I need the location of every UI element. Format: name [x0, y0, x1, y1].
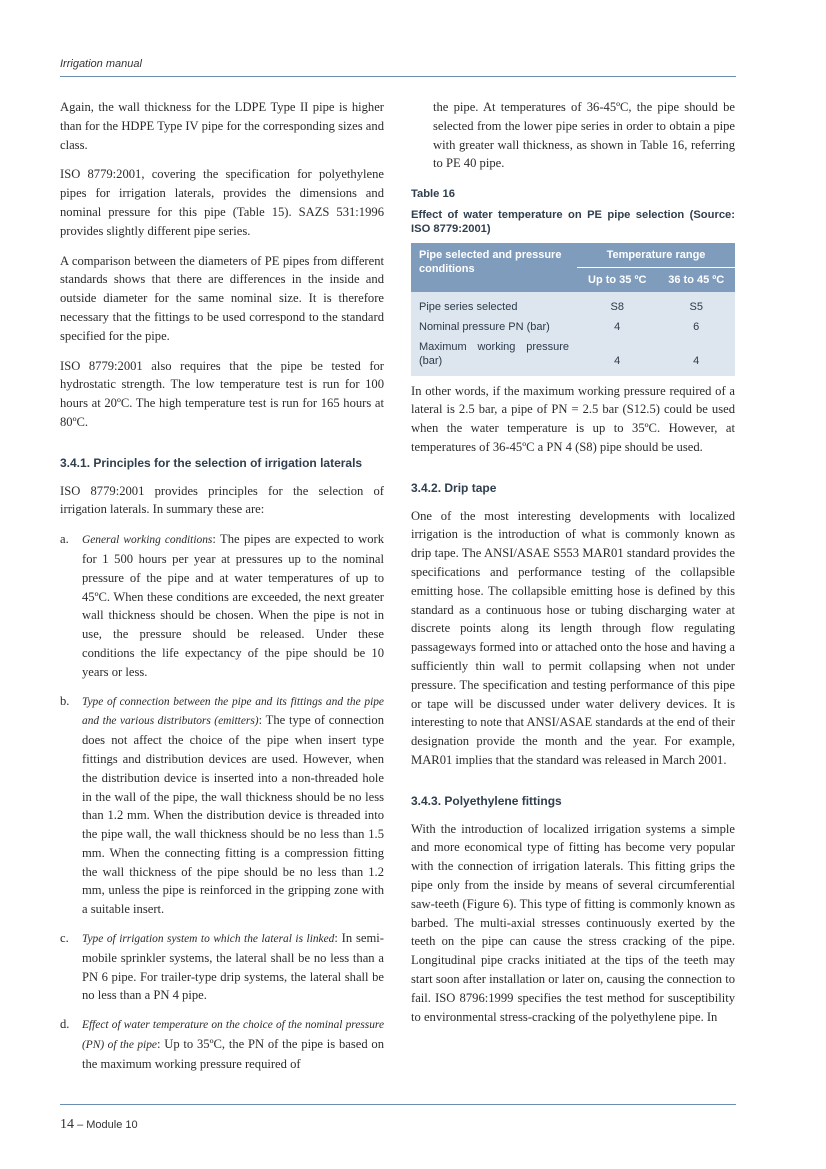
table-header-up-to-35: Up to 35 ºC [577, 267, 657, 292]
list-item-text: : The type of connection does not affect the choice of the pipe when insert type fittings and distribution devices are used. However, when the distribution device is inserted into a non-threaded hole in the wall of the pipe, the wall thickness should be no less than 1.2 mm. When the distribution device is threaded into the pipe wall, the wall thickness should be no less than 1.5 mm. When the connecting fitting is a compression fitting the wall thickness of the pipe should be no less than 1.2 mm, unless the pipe is reinforced in the gripping zone with a suitable insert. [82, 713, 384, 917]
list-marker: a. [60, 532, 69, 547]
left-column [60, 98, 384, 1084]
table-cell: 6 [693, 320, 700, 333]
paragraph: In other words, if the maximum working pressure required of a lateral is 2.5 bar, a pipe of PN = 2.5 bar (S12.5) could be used when the water temperature is up to 35ºC. However, at temperatures of 36-45ºC a PN 4 (S8) pipe should be used. [411, 383, 735, 455]
list-item-continuation: the pipe. At temperatures of 36-45ºC, the pipe should be selected from the lower pipe series in order to obtain a pipe with greater wall thickness, as shown in Table 16, referring to PE 40 pipe. [433, 100, 735, 171]
section-heading-3-4-2: 3.4.2. Drip tape [411, 480, 497, 495]
list-item [60, 530, 384, 681]
list-item-title: General working conditions [82, 534, 213, 547]
table-label: Table 16 [411, 188, 455, 201]
list-item-title: Type of irrigation system to which the lateral is linked [82, 933, 335, 946]
table-cell: 4 [614, 320, 621, 333]
list-item-text: : In semi-mobile sprinkler systems, the lateral shall be no less than a PN 6 pipe. For trailer-type drip systems, the lateral shall be no less than a PN 4 pipe. [82, 931, 384, 1003]
list-item-text: : The pipes are expected to work for 1 500 hours per year at pressures up to the nominal pressure of the pipe and at water temperatures of up to 45ºC. When these conditions are exceeded, the next greater wall thickness should be chosen. When the pipe is not in use, the pressure should be released. Under these conditions the life expectancy of the pipe should be 10 years or less. [82, 532, 385, 679]
table-caption: Effect of water temperature on PE pipe selection (Source: ISO 8779:2001) [411, 208, 735, 236]
table-cell-label: Maximum working pressure (bar) [419, 340, 569, 367]
running-header: Irrigation manual [60, 58, 142, 70]
list-item-title: Type of connection between the pipe and its fittings and the pipe and the various distributors (emitters) [82, 695, 384, 728]
list-item [60, 929, 384, 1005]
footer-rule [60, 1104, 736, 1105]
table-cell: S8 [610, 300, 624, 313]
table-row [411, 317, 735, 337]
table-cell: 4 [693, 354, 700, 367]
table-header-36-to-45: 36 to 45 ºC [657, 267, 735, 292]
page-footer [60, 1117, 138, 1133]
header-rule [60, 76, 736, 77]
pipe-selection-table [411, 243, 735, 376]
table-cell-label: Pipe series selected [419, 300, 518, 313]
paragraph: ISO 8779:2001 provides principles for the selection of irrigation laterals. In summary these are: [60, 483, 384, 517]
list-item [60, 692, 384, 920]
list-item-text: : Up to 35ºC, the PN of the pipe is based on the maximum working pressure required of [82, 1037, 384, 1071]
table-cell-label: Nominal pressure PN (bar) [419, 320, 550, 333]
table-header-temperature-range: Temperature range [577, 243, 735, 268]
paragraph: With the introduction of localized irrigation systems a simple and more economical type of fitting has become very popular with the connection of irrigation laterals. This fitting grips the pipe only from the inside by means of several circumferential saw-teeth (Figure 6). This type of fitting is commonly known as barbed. The multi-axial stresses continuously exerted by the teeth on the pipe can cause the stress cracking of the pipe. Longitudinal pipe cracks initiated at the tips of the teeth may start soon after installation or later on, causing the connection to fail. ISO 8796:1999 specifies the test method for susceptibility to environmental stress-cracking of the polyethylene pipe. In [411, 821, 735, 1024]
table-row [411, 337, 735, 376]
table-cell: S5 [689, 300, 703, 313]
right-column [411, 98, 735, 1037]
table-row [411, 292, 735, 317]
footer-separator: – [77, 1119, 84, 1131]
list-marker: c. [60, 931, 69, 946]
paragraph: One of the most interesting developments with localized irrigation is the introduction of what is commonly known as drip tape. The ANSI/ASAE S553 MAR01 standard provides the specifications and performance testing of the collapsible emitting hose. The collapsible emitting hose is defined by this standard as a continuous hose or tubing discharging water at discrete points along its length through flow regulating passageways formed into or attached onto the hose and having a sufficiently thin wall to permit collapsing when not under pressure. The specification and testing performance of this pipe or tape will be discussed under water delivery devices. It is interesting to note that ANSI/ASAE standards at the end of their designation provide the month and the year. For example, MAR01 implies that the standard was released in March 2001. [411, 508, 735, 768]
section-heading-3-4-3: 3.4.3. Polyethylene fittings [411, 793, 562, 808]
table-cell: 4 [614, 354, 621, 367]
section-heading-3-4-1: 3.4.1. Principles for the selection of irrigation laterals [60, 455, 363, 470]
module-label: Module 10 [86, 1119, 138, 1131]
list-marker: b. [60, 693, 70, 708]
list-item-title: Effect of water temperature on the choice of the nominal pressure (PN) of the pipe [82, 1019, 384, 1052]
page-number: 14 [60, 1117, 74, 1132]
list-item [60, 1015, 384, 1073]
list-marker: d. [60, 1017, 70, 1032]
paragraph: Again, the wall thickness for the LDPE Type II pipe is higher than for the HDPE Type IV pipe for the corresponding sizes and class. [60, 100, 384, 152]
paragraph: A comparison between the diameters of PE pipes from different standards shows that there are differences in the inside and outside diameter for the same nominal size. It is therefore necessary that the fittings to be used correspond to the standard specified for the pipe. [60, 253, 384, 343]
table-header-conditions: Pipe selected and pressure conditions [411, 243, 577, 292]
paragraph: ISO 8779:2001 also requires that the pipe be tested for hydrostatic strength. The low temperature test is run for 100 hours at 20ºC. The high temperature test is run for 165 hours at 80ºC. [60, 358, 384, 429]
paragraph: ISO 8779:2001, covering the specification for polyethylene pipes for irrigation laterals, provides the dimensions and nominal pressure for this pipe (Table 15). SAZS 531:1996 provides slightly different pipe series. [60, 167, 384, 238]
